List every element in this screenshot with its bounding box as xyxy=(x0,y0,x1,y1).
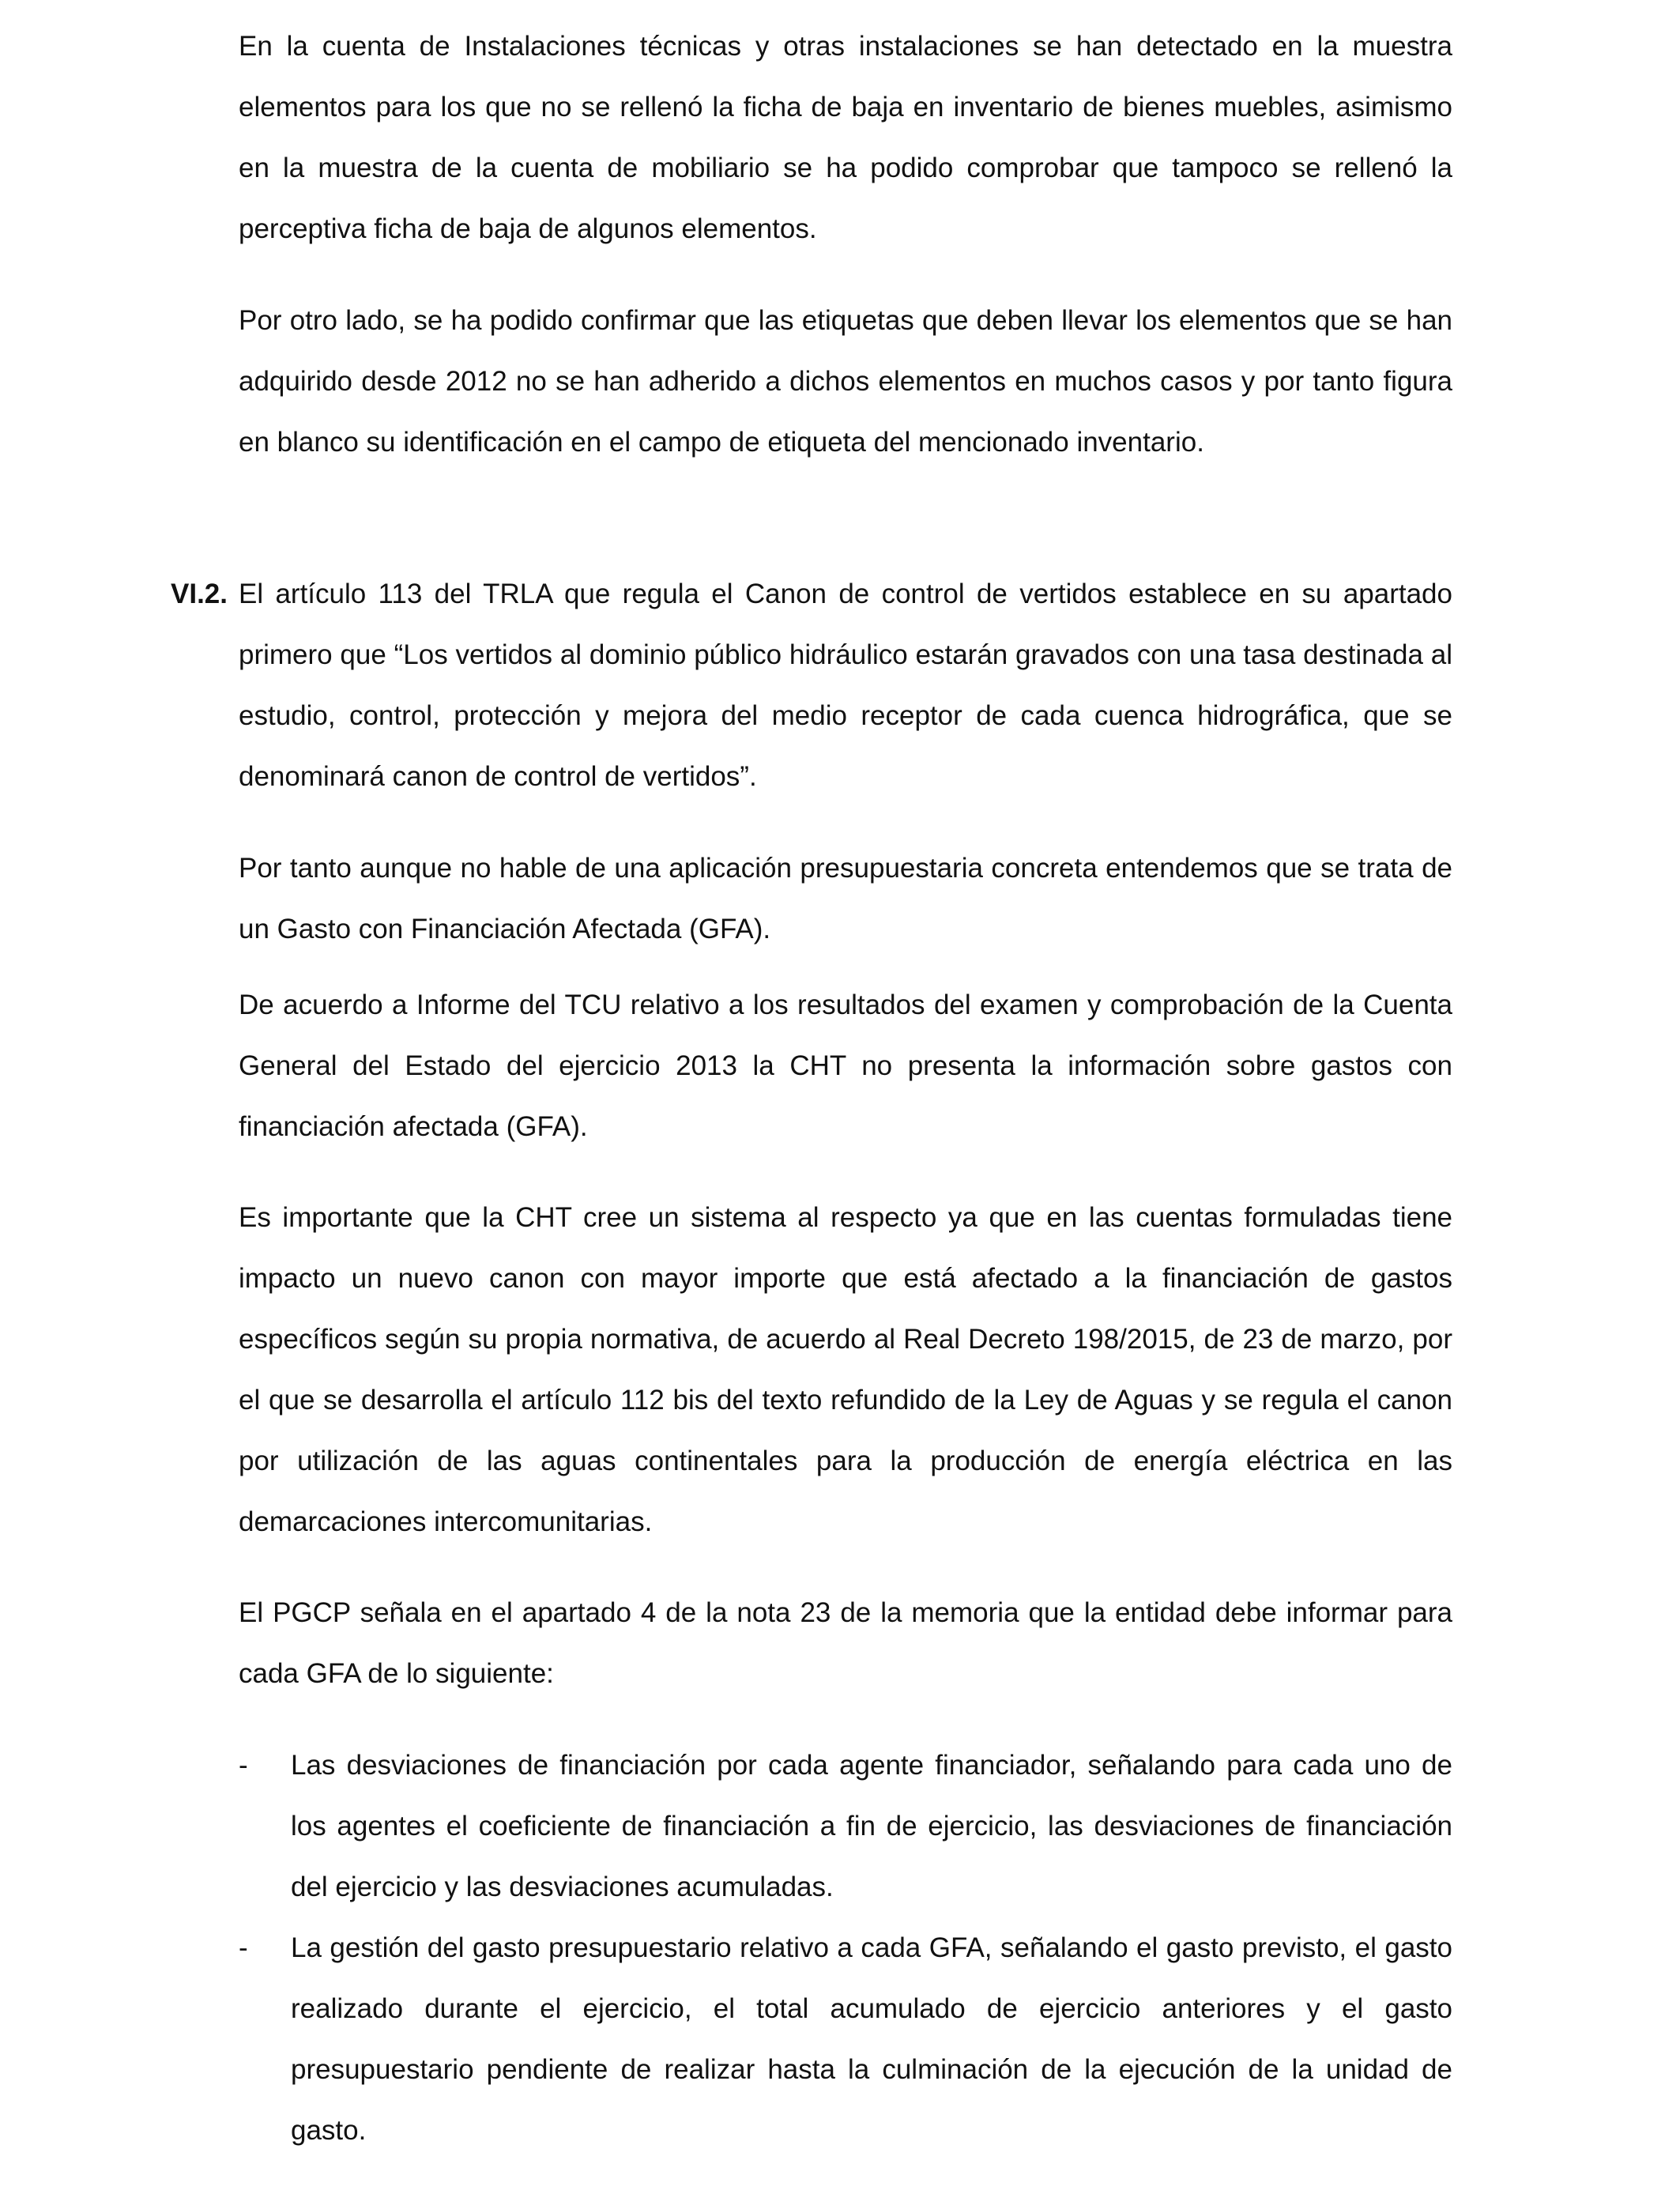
list-bullet: - xyxy=(239,1750,248,1781)
paragraph-informe-tcu: De acuerdo a Informe del TCU relativo a los resultados del examen y comprobación de la Cuenta General del Estado del ejercicio 2013 la CHT no presenta la información sobre gastos con financiación afectada (GFA). xyxy=(239,990,1452,1142)
paragraph-sistema-cht: Es importante que la CHT cree un sistema al respecto ya que en las cuentas formuladas tiene impacto un nuevo canon con mayor importe que está afectado a la financiación de gastos específicos según su propia normativa, de acuerdo al Real Decreto 198/2015, de 23 de marzo, por el que se desarrolla el artículo 112 bis del texto refundido de la Ley de Aguas y se regula el canon por utilización de las aguas continentales para la producción de energía eléctrica en las demarcaciones intercomunitarias. xyxy=(239,1202,1452,1537)
paragraph-pgcp: El PGCP señala en el apartado 4 de la nota 23 de la memoria que la entidad debe informar para cada GFA de lo siguiente: xyxy=(239,1597,1452,1689)
section-number: VI.2. xyxy=(171,579,228,609)
list-item xyxy=(239,1917,1452,2161)
paragraph-gfa: Por tanto aunque no hable de una aplicación presupuestaria concreta entendemos que se trata de un Gasto con Financiación Afectada (GFA). xyxy=(239,853,1452,944)
paragraph-articulo-113: El artículo 113 del TRLA que regula el Canon de control de vertidos establece en su apartado primero que “Los vertidos al dominio público hidráulico estarán gravados con una tasa destinada al estudio, control, protección y mejora del medio receptor de cada cuenca hidrográfica, que se denominará canon de control de vertidos”. xyxy=(239,579,1452,792)
list-bullet: - xyxy=(239,1932,248,1963)
list-item-text: Las desviaciones de financiación por cada agente financiador, señalando para cada uno de los agentes el coeficiente de financiación a fin de ejercicio, las desviaciones de financiación del ejercicio y las desviaciones acumuladas. xyxy=(291,1750,1452,1902)
paragraph-inventory-baja: En la cuenta de Instalaciones técnicas y otras instalaciones se han detectado en la muestra elementos para los que no se rellenó la ficha de baja en inventario de bienes muebles, asimismo en la muestra de la cuenta de mobiliario se ha podido comprobar que tampoco se rellenó la perceptiva ficha de baja de algunos elementos. xyxy=(239,31,1452,244)
list-item-text: La gestión del gasto presupuestario relativo a cada GFA, señalando el gasto previsto, el gasto realizado durante el ejercicio, el total acumulado de ejercicio anteriores y el gasto presupuestario pendiente de realizar hasta la culminación de la ejecución de la unidad de gasto. xyxy=(291,1932,1452,2146)
list-item xyxy=(239,1735,1452,1917)
paragraph-etiquetas: Por otro lado, se ha podido confirmar que las etiquetas que deben llevar los elementos que se han adquirido desde 2012 no se han adherido a dichos elementos en muchos casos y por tanto figura en blanco su identificación en el campo de etiqueta del mencionado inventario. xyxy=(239,305,1452,458)
